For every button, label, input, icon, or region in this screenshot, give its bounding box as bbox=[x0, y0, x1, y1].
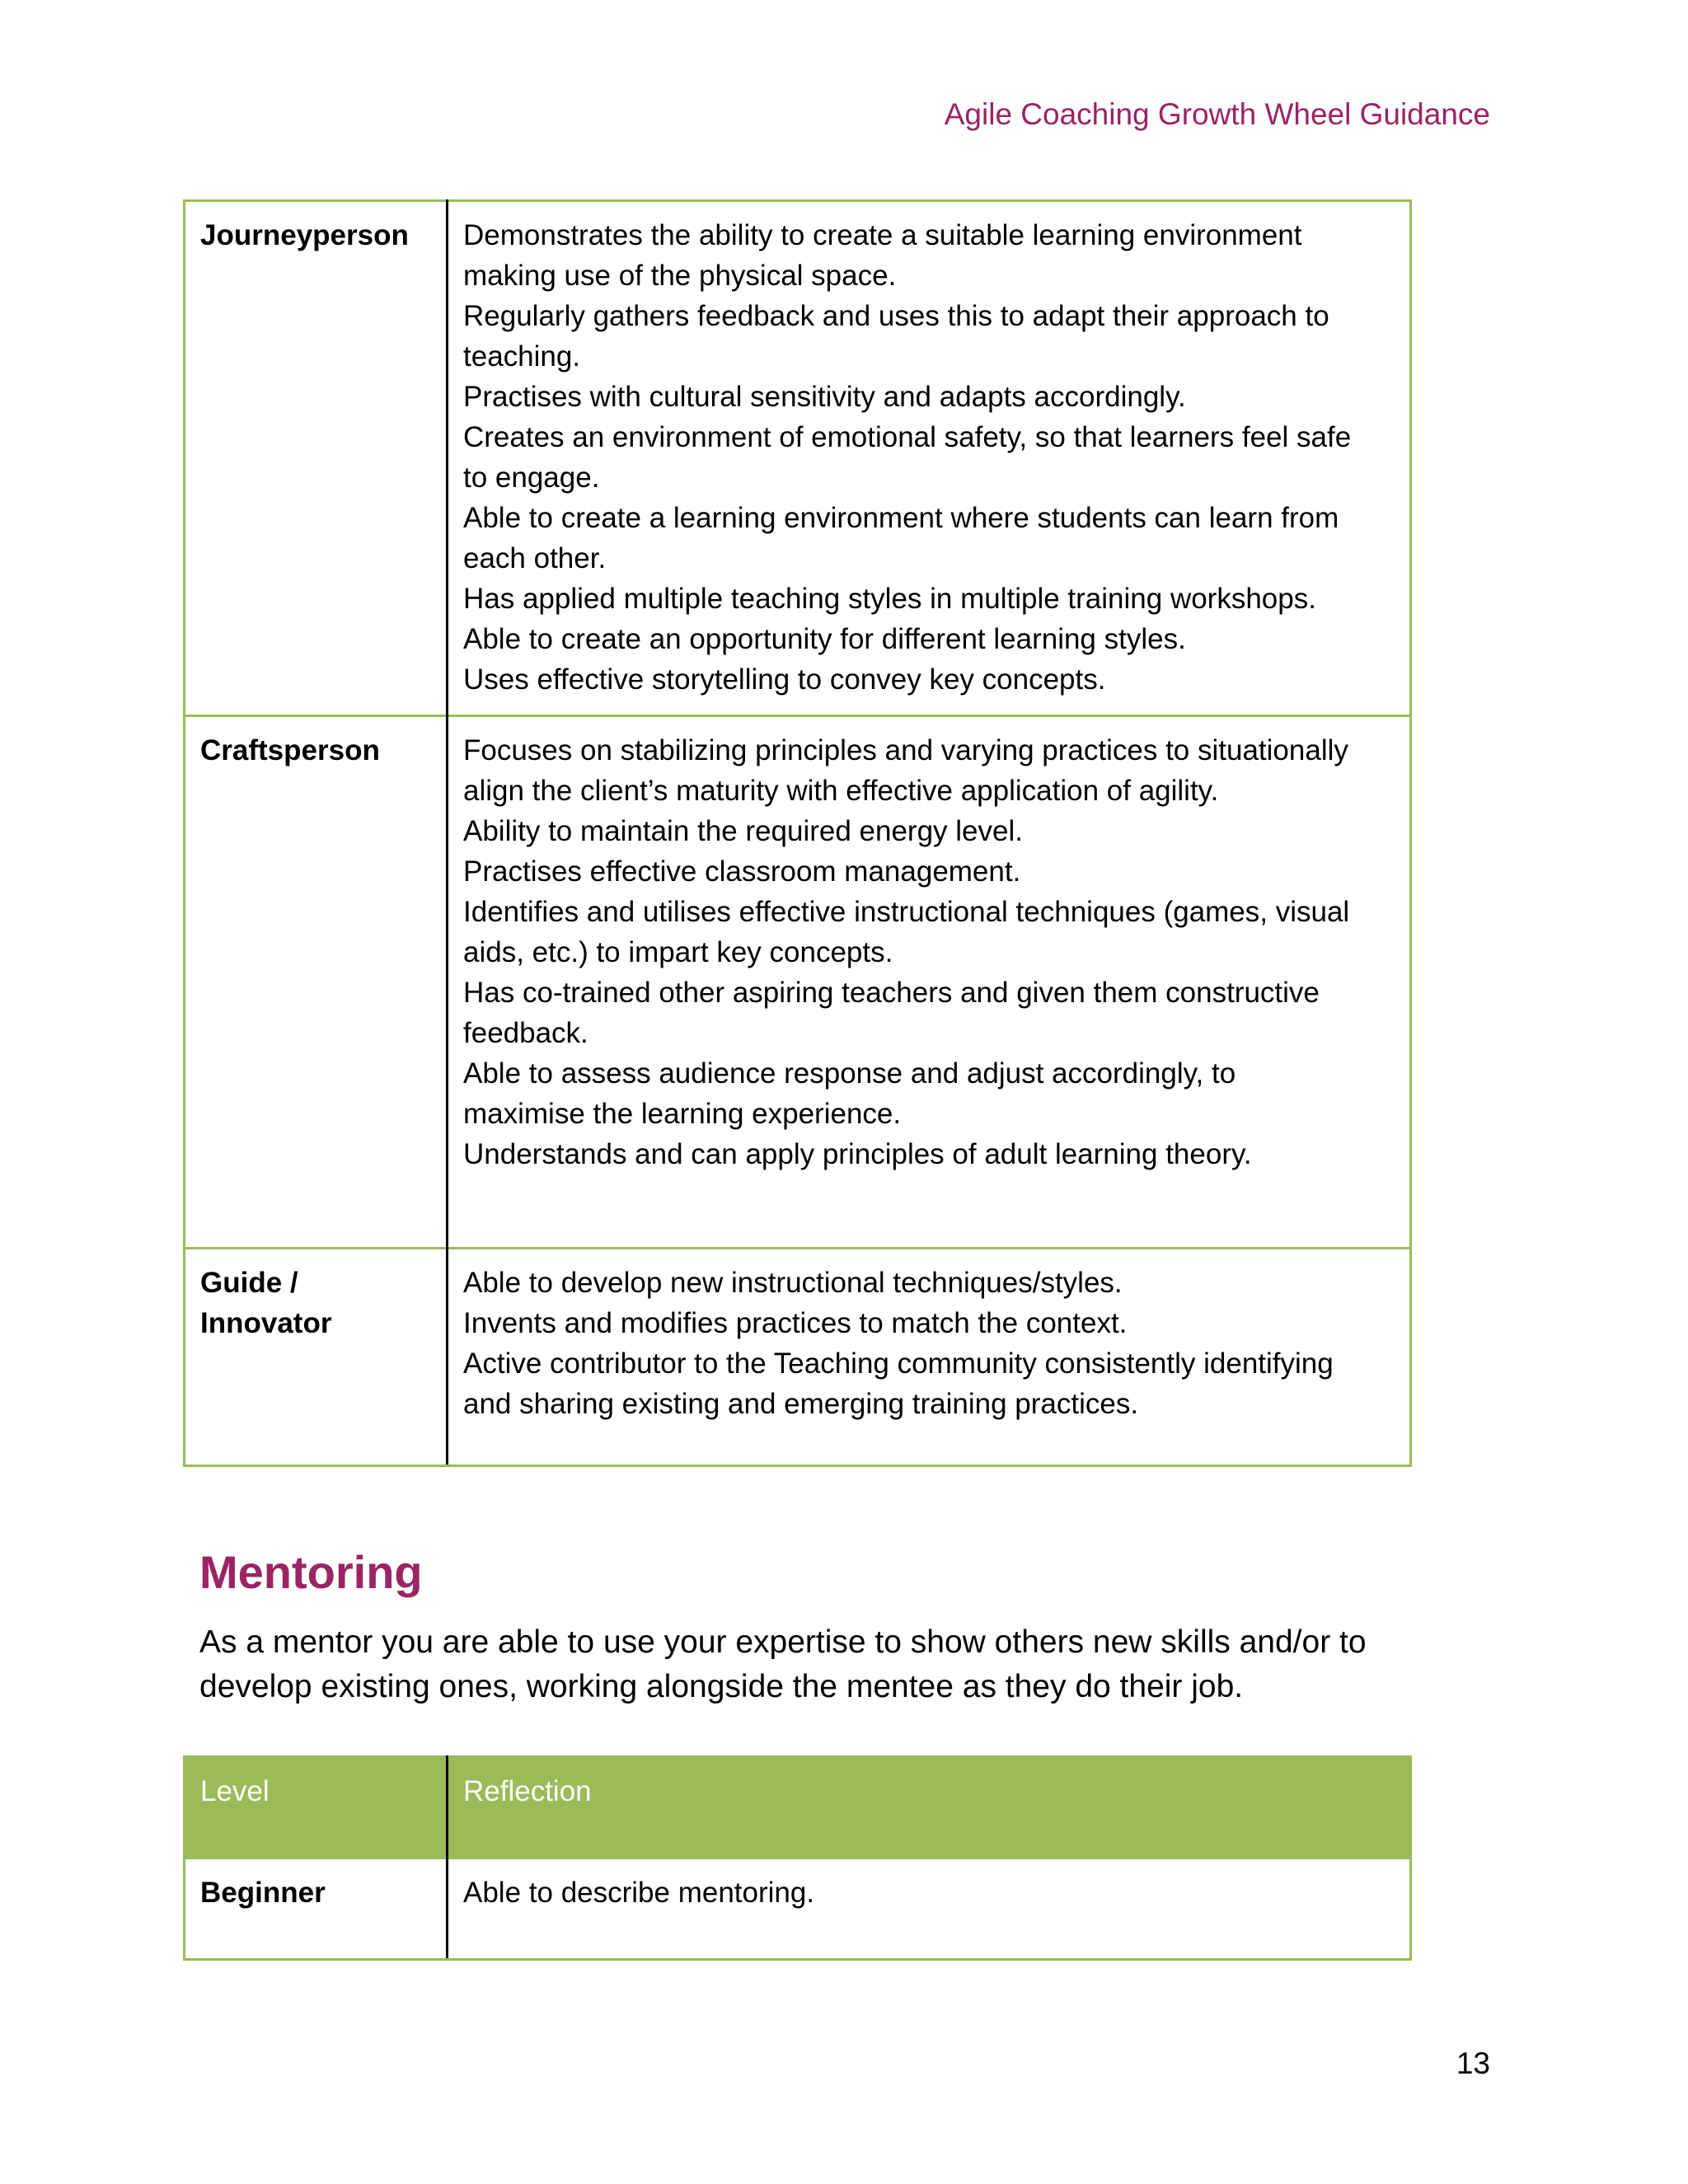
table-row bbox=[185, 201, 1411, 716]
intro-line: develop existing ones, working alongside the mentee as they do their job. bbox=[199, 1669, 1244, 1704]
table-row bbox=[185, 1249, 1411, 1466]
description-cell bbox=[448, 1249, 1411, 1466]
description-line: to engage. bbox=[463, 462, 600, 494]
level-cell: Journeyperson bbox=[185, 201, 448, 716]
description-line: making use of the physical space. bbox=[463, 260, 897, 292]
column-header-level: Level bbox=[185, 1757, 448, 1858]
description-line: align the client’s maturity with effective application of agility. bbox=[463, 775, 1219, 807]
description-line: Able to assess audience response and adjust accordingly, to bbox=[463, 1057, 1236, 1090]
description-line: Invents and modifies practices to match the context. bbox=[463, 1307, 1128, 1339]
description-line: each other. bbox=[463, 542, 607, 574]
description-line: and sharing existing and emerging training practices. bbox=[463, 1388, 1139, 1420]
level-cell bbox=[185, 1249, 448, 1466]
description-cell bbox=[448, 716, 1411, 1249]
description-line: Able to describe mentoring. bbox=[463, 1877, 815, 1909]
description-line: Understands and can apply principles of adult learning theory. bbox=[463, 1138, 1252, 1170]
section-heading-mentoring: Mentoring bbox=[199, 1546, 423, 1598]
mentoring-intro-paragraph bbox=[199, 1620, 1452, 1709]
description-line: Able to create a learning environment where students can learn from bbox=[463, 502, 1339, 534]
description-line: maximise the learning experience. bbox=[463, 1098, 902, 1130]
description-line: feedback. bbox=[463, 1017, 588, 1049]
table-row bbox=[185, 716, 1411, 1249]
description-line: Creates an environment of emotional safety, so that learners feel safe bbox=[463, 421, 1352, 453]
description-line: Regularly gathers feedback and uses this to adapt their approach to bbox=[463, 300, 1329, 332]
teaching-levels-table bbox=[183, 199, 1412, 1467]
description-line: Active contributor to the Teaching community consistently identifying bbox=[463, 1347, 1334, 1380]
description-line: aids, etc.) to impart key concepts. bbox=[463, 936, 893, 968]
description-line: Demonstrates the ability to create a suitable learning environment bbox=[463, 219, 1302, 251]
document-header-title: Agile Coaching Growth Wheel Guidance bbox=[944, 97, 1490, 131]
description-line: Has applied multiple teaching styles in multiple training workshops. bbox=[463, 583, 1316, 615]
description-cell bbox=[448, 1858, 1411, 1960]
level-line: Guide / bbox=[200, 1267, 298, 1299]
description-cell bbox=[448, 201, 1411, 716]
description-line: Uses effective storytelling to convey key concepts. bbox=[463, 663, 1106, 696]
level-line: Innovator bbox=[200, 1307, 332, 1339]
description-line: Ability to maintain the required energy level. bbox=[463, 815, 1023, 847]
description-line: Able to create an opportunity for different learning styles. bbox=[463, 623, 1186, 655]
description-line: Has co-trained other aspiring teachers and given them constructive bbox=[463, 977, 1320, 1009]
intro-line: As a mentor you are able to use your expertise to show others new skills and/or to bbox=[199, 1624, 1367, 1660]
description-line: Able to develop new instructional techniques/styles. bbox=[463, 1267, 1123, 1299]
page-number: 13 bbox=[1456, 2046, 1490, 2080]
description-line: Practises effective classroom management. bbox=[463, 855, 1021, 888]
table-header-row bbox=[185, 1757, 1411, 1858]
mentoring-levels-table bbox=[183, 1755, 1412, 1961]
description-line: Identifies and utilises effective instructional techniques (games, visual bbox=[463, 896, 1350, 928]
description-line: teaching. bbox=[463, 340, 581, 373]
column-header-reflection: Reflection bbox=[448, 1757, 1411, 1858]
description-line: Focuses on stabilizing principles and varying practices to situationally bbox=[463, 734, 1348, 766]
description-line: Practises with cultural sensitivity and adapts accordingly. bbox=[463, 381, 1186, 413]
level-cell: Beginner bbox=[185, 1858, 448, 1960]
level-cell: Craftsperson bbox=[185, 716, 448, 1249]
table-row bbox=[185, 1858, 1411, 1960]
